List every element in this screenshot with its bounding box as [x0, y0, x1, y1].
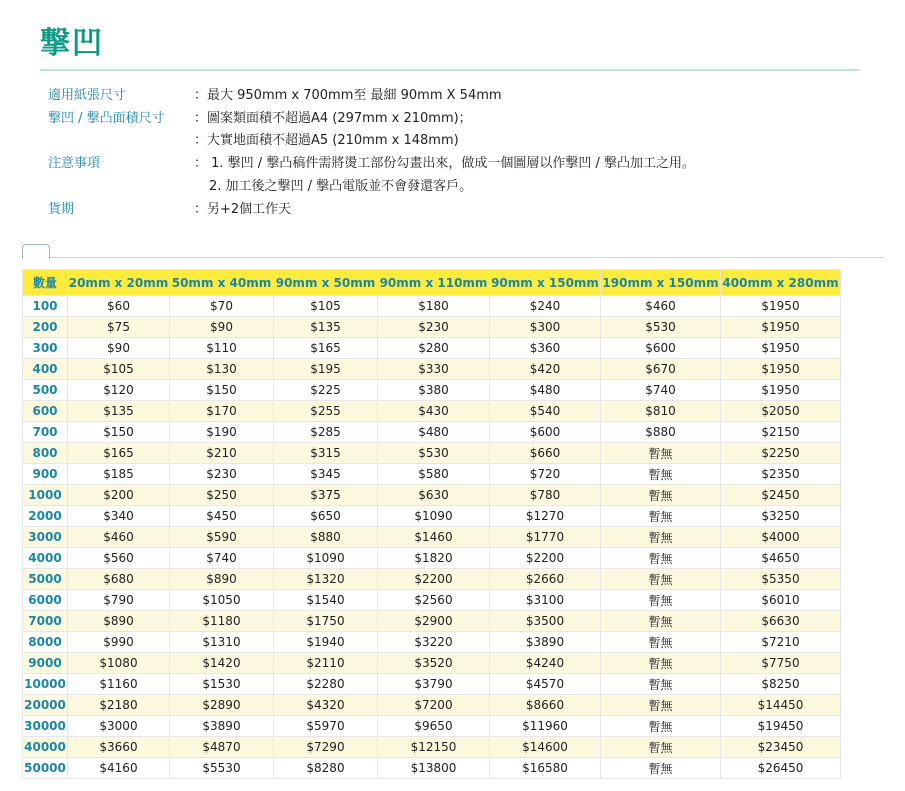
- col-header: 400mm x 280mm: [721, 270, 841, 296]
- price-cell: $2890: [170, 695, 274, 716]
- spec-value: ： 1. 撃凹 / 撃凸稿件需將燙工部份勾畫出來，做成一個圖層以作撃凹 / 撃凸加工之用。: [194, 156, 695, 171]
- price-cell: $315: [274, 443, 378, 464]
- price-cell: $2900: [378, 611, 490, 632]
- quantity-cell: 500: [23, 380, 68, 401]
- price-cell: $165: [274, 338, 378, 359]
- price-cell: $3660: [68, 737, 170, 758]
- price-cell: $105: [68, 359, 170, 380]
- price-cell: $3520: [378, 653, 490, 674]
- price-cell: $16580: [490, 758, 601, 779]
- table-row: [23, 527, 841, 548]
- table-row: [23, 401, 841, 422]
- price-cell: $1180: [170, 611, 274, 632]
- price-cell: $90: [68, 338, 170, 359]
- price-cell: $1090: [378, 506, 490, 527]
- price-cell: $540: [490, 401, 601, 422]
- price-cell: $195: [274, 359, 378, 380]
- price-cell: $2560: [378, 590, 490, 611]
- price-cell: $6630: [721, 611, 841, 632]
- price-cell: $1320: [274, 569, 378, 590]
- price-cell: $150: [68, 422, 170, 443]
- price-cell: $1090: [274, 548, 378, 569]
- price-cell: $190: [170, 422, 274, 443]
- col-header: 20mm x 20mm: [68, 270, 170, 296]
- price-cell: $130: [170, 359, 274, 380]
- tab-divider: [22, 257, 884, 258]
- quantity-cell: 1000: [23, 485, 68, 506]
- price-cell: $4870: [170, 737, 274, 758]
- price-cell: $13800: [378, 758, 490, 779]
- price-cell: $26450: [721, 758, 841, 779]
- price-cell: $420: [490, 359, 601, 380]
- price-cell: $165: [68, 443, 170, 464]
- table-row: [23, 548, 841, 569]
- price-cell: $6010: [721, 590, 841, 611]
- price-cell: $7210: [721, 632, 841, 653]
- price-cell: $14450: [721, 695, 841, 716]
- quantity-cell: 5000: [23, 569, 68, 590]
- price-cell: $1080: [68, 653, 170, 674]
- price-cell: $345: [274, 464, 378, 485]
- price-cell: $1940: [274, 632, 378, 653]
- price-cell: $11960: [490, 716, 601, 737]
- col-header: 90mm x 50mm: [274, 270, 378, 296]
- price-cell: $450: [170, 506, 274, 527]
- quantity-cell: 200: [23, 317, 68, 338]
- price-cell: $790: [68, 590, 170, 611]
- table-row: [23, 485, 841, 506]
- price-cell: $2050: [721, 401, 841, 422]
- price-cell: $1950: [721, 317, 841, 338]
- col-header: 50mm x 40mm: [170, 270, 274, 296]
- price-cell: $230: [170, 464, 274, 485]
- price-cell: $60: [68, 296, 170, 317]
- price-cell: $135: [68, 401, 170, 422]
- price-cell: $4000: [721, 527, 841, 548]
- price-cell: $120: [68, 380, 170, 401]
- price-cell: $3790: [378, 674, 490, 695]
- price-cell: $880: [601, 422, 721, 443]
- table-row: [23, 464, 841, 485]
- price-cell: 暫無: [601, 548, 721, 569]
- quantity-cell: 8000: [23, 632, 68, 653]
- price-cell: $670: [601, 359, 721, 380]
- price-cell: $530: [378, 443, 490, 464]
- table-row: [23, 359, 841, 380]
- price-cell: $255: [274, 401, 378, 422]
- price-cell: $3000: [68, 716, 170, 737]
- price-cell: $9650: [378, 716, 490, 737]
- spec-label: 貨期: [48, 202, 75, 217]
- table-row: [23, 632, 841, 653]
- price-cell: $230: [378, 317, 490, 338]
- quantity-cell: 6000: [23, 590, 68, 611]
- spec-value: ：圖案類面積不超過A4 (297mm x 210mm)；: [194, 111, 472, 126]
- table-row: [23, 737, 841, 758]
- price-cell: $8660: [490, 695, 601, 716]
- table-row: [23, 380, 841, 401]
- price-cell: $135: [274, 317, 378, 338]
- price-cell: $340: [68, 506, 170, 527]
- price-cell: $880: [274, 527, 378, 548]
- price-cell: $23450: [721, 737, 841, 758]
- table-row: [23, 506, 841, 527]
- price-cell: $2110: [274, 653, 378, 674]
- price-cell: $890: [68, 611, 170, 632]
- price-cell: $3220: [378, 632, 490, 653]
- table-row: [23, 758, 841, 779]
- price-cell: $200: [68, 485, 170, 506]
- quantity-cell: 600: [23, 401, 68, 422]
- price-cell: $7750: [721, 653, 841, 674]
- price-cell: $2660: [490, 569, 601, 590]
- price-cell: $3500: [490, 611, 601, 632]
- price-cell: $240: [490, 296, 601, 317]
- price-cell: $2280: [274, 674, 378, 695]
- spec-value: ：大實地面積不超過A5 (210mm x 148mm): [194, 133, 459, 148]
- quantity-cell: 50000: [23, 758, 68, 779]
- price-cell: 暫無: [601, 443, 721, 464]
- price-cell: $5350: [721, 569, 841, 590]
- table-row: [23, 443, 841, 464]
- quantity-cell: 100: [23, 296, 68, 317]
- price-cell: $70: [170, 296, 274, 317]
- price-cell: $1530: [170, 674, 274, 695]
- price-cell: 暫無: [601, 695, 721, 716]
- table-row: [23, 569, 841, 590]
- price-cell: $285: [274, 422, 378, 443]
- price-cell: $560: [68, 548, 170, 569]
- price-cell: $2180: [68, 695, 170, 716]
- price-cell: $105: [274, 296, 378, 317]
- price-cell: $780: [490, 485, 601, 506]
- quantity-cell: 4000: [23, 548, 68, 569]
- quantity-cell: 700: [23, 422, 68, 443]
- price-cell: $460: [68, 527, 170, 548]
- price-cell: 暫無: [601, 464, 721, 485]
- price-cell: $1050: [170, 590, 274, 611]
- quantity-cell: 800: [23, 443, 68, 464]
- spec-value: ：最大 950mm x 700mm至 最細 90mm X 54mm: [194, 88, 502, 103]
- table-row: [23, 590, 841, 611]
- price-cell: 暫無: [601, 716, 721, 737]
- table-row: [23, 674, 841, 695]
- price-cell: $650: [274, 506, 378, 527]
- tab-handle[interactable]: [22, 244, 50, 259]
- title-divider: [40, 69, 860, 71]
- quantity-cell: 9000: [23, 653, 68, 674]
- price-cell: $3100: [490, 590, 601, 611]
- price-cell: $75: [68, 317, 170, 338]
- price-cell: $430: [378, 401, 490, 422]
- spec-value: 2. 加工後之撃凹 / 撃凸電版並不會發還客戶。: [209, 179, 473, 194]
- table-row: [23, 296, 841, 317]
- price-cell: $225: [274, 380, 378, 401]
- price-cell: $8280: [274, 758, 378, 779]
- price-cell: $460: [601, 296, 721, 317]
- price-cell: $210: [170, 443, 274, 464]
- price-cell: $2200: [490, 548, 601, 569]
- table-row: [23, 653, 841, 674]
- price-cell: $2150: [721, 422, 841, 443]
- price-cell: 暫無: [601, 590, 721, 611]
- price-cell: $5970: [274, 716, 378, 737]
- price-cell: $720: [490, 464, 601, 485]
- price-cell: $1160: [68, 674, 170, 695]
- quantity-cell: 400: [23, 359, 68, 380]
- price-cell: $7290: [274, 737, 378, 758]
- price-cell: 暫無: [601, 485, 721, 506]
- price-cell: $360: [490, 338, 601, 359]
- price-cell: $2350: [721, 464, 841, 485]
- price-cell: $8250: [721, 674, 841, 695]
- price-cell: $2250: [721, 443, 841, 464]
- price-cell: $1460: [378, 527, 490, 548]
- price-cell: $740: [170, 548, 274, 569]
- quantity-cell: 10000: [23, 674, 68, 695]
- price-cell: $680: [68, 569, 170, 590]
- table-header-row: [23, 270, 841, 296]
- price-cell: $250: [170, 485, 274, 506]
- table-row: [23, 695, 841, 716]
- price-cell: 暫無: [601, 653, 721, 674]
- price-cell: $1950: [721, 338, 841, 359]
- quantity-cell: 3000: [23, 527, 68, 548]
- price-cell: $740: [601, 380, 721, 401]
- price-cell: $7200: [378, 695, 490, 716]
- price-cell: $12150: [378, 737, 490, 758]
- page-title: 撃凹: [40, 26, 104, 61]
- price-cell: $150: [170, 380, 274, 401]
- price-cell: $630: [378, 485, 490, 506]
- price-cell: $810: [601, 401, 721, 422]
- quantity-cell: 40000: [23, 737, 68, 758]
- price-cell: $280: [378, 338, 490, 359]
- price-cell: $380: [378, 380, 490, 401]
- price-cell: 暫無: [601, 632, 721, 653]
- price-cell: 暫無: [601, 527, 721, 548]
- price-cell: $90: [170, 317, 274, 338]
- price-cell: $4240: [490, 653, 601, 674]
- col-header: 90mm x 150mm: [490, 270, 601, 296]
- price-cell: $600: [601, 338, 721, 359]
- price-cell: $1270: [490, 506, 601, 527]
- price-cell: $1950: [721, 380, 841, 401]
- price-cell: $185: [68, 464, 170, 485]
- price-cell: $1420: [170, 653, 274, 674]
- price-cell: 暫無: [601, 611, 721, 632]
- price-cell: $480: [378, 422, 490, 443]
- quantity-cell: 30000: [23, 716, 68, 737]
- spec-label: 注意事項: [48, 156, 101, 171]
- price-cell: $3890: [170, 716, 274, 737]
- price-cell: $300: [490, 317, 601, 338]
- price-cell: $660: [490, 443, 601, 464]
- price-table: [22, 269, 841, 779]
- price-cell: $590: [170, 527, 274, 548]
- price-cell: $4570: [490, 674, 601, 695]
- price-cell: $330: [378, 359, 490, 380]
- price-cell: $3890: [490, 632, 601, 653]
- price-cell: $170: [170, 401, 274, 422]
- table-row: [23, 338, 841, 359]
- price-cell: $4320: [274, 695, 378, 716]
- price-cell: 暫無: [601, 674, 721, 695]
- price-cell: $2450: [721, 485, 841, 506]
- table-body: [23, 296, 841, 779]
- price-cell: 暫無: [601, 506, 721, 527]
- price-cell: $600: [490, 422, 601, 443]
- price-cell: $1540: [274, 590, 378, 611]
- spec-label: 撃凹 / 撃凸面積尺寸: [48, 111, 165, 126]
- price-cell: 暫無: [601, 737, 721, 758]
- quantity-cell: 300: [23, 338, 68, 359]
- price-cell: $480: [490, 380, 601, 401]
- price-cell: $110: [170, 338, 274, 359]
- spec-value: ：另+2個工作天: [194, 202, 292, 217]
- table-row: [23, 422, 841, 443]
- spec-label: 適用紙張尺寸: [48, 88, 127, 103]
- price-cell: $530: [601, 317, 721, 338]
- price-cell: $180: [378, 296, 490, 317]
- price-cell: $1770: [490, 527, 601, 548]
- price-cell: $1310: [170, 632, 274, 653]
- price-cell: $1950: [721, 359, 841, 380]
- quantity-cell: 7000: [23, 611, 68, 632]
- col-header: 190mm x 150mm: [601, 270, 721, 296]
- table-row: [23, 317, 841, 338]
- price-cell: $19450: [721, 716, 841, 737]
- col-header: 90mm x 110mm: [378, 270, 490, 296]
- price-cell: $1950: [721, 296, 841, 317]
- price-cell: $375: [274, 485, 378, 506]
- price-cell: 暫無: [601, 569, 721, 590]
- price-cell: $890: [170, 569, 274, 590]
- price-cell: $1750: [274, 611, 378, 632]
- price-cell: $4160: [68, 758, 170, 779]
- quantity-cell: 900: [23, 464, 68, 485]
- table-row: [23, 611, 841, 632]
- col-header-quantity: 數量: [23, 270, 68, 296]
- quantity-cell: 2000: [23, 506, 68, 527]
- price-cell: $990: [68, 632, 170, 653]
- price-cell: $5530: [170, 758, 274, 779]
- price-cell: $2200: [378, 569, 490, 590]
- price-cell: $3250: [721, 506, 841, 527]
- table-row: [23, 716, 841, 737]
- price-cell: $4650: [721, 548, 841, 569]
- price-cell: $14600: [490, 737, 601, 758]
- price-cell: 暫無: [601, 758, 721, 779]
- price-cell: $1820: [378, 548, 490, 569]
- quantity-cell: 20000: [23, 695, 68, 716]
- price-cell: $580: [378, 464, 490, 485]
